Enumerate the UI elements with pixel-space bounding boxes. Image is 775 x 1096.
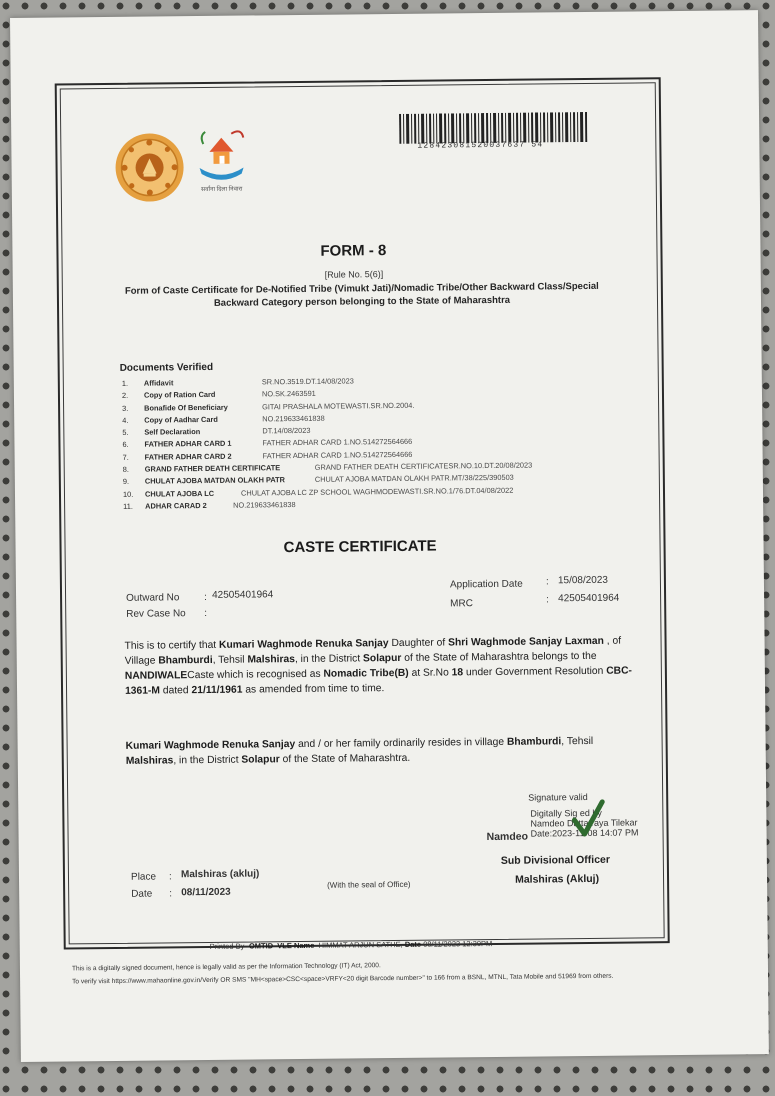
tehsil: Malshiras [125,755,174,767]
barcode-number: 128423081520037637 54 [417,140,544,151]
doc-number: 8. [122,464,129,474]
doc-name: CHULAT AJOBA LC [144,488,215,499]
colon: : [545,576,549,588]
text: This is to certify that [124,639,220,652]
outward-no-value: 42505401964 [212,589,274,601]
text: Daughter of [388,637,449,650]
doc-name: GRAND FATHER DEATH CERTIFICATE [144,463,281,474]
doc-number: 11. [123,501,133,511]
district: Solapur [362,652,402,665]
doc-number: 1. [121,378,129,388]
signature-line: Digitally Sig ed by [530,807,602,819]
doc-detail: SR.NO.3519.DT.14/08/2023 [261,376,354,387]
serial-number: 18 [451,667,464,679]
applicant-name: Kumari Waghmode Renuka Sanjay [125,739,296,752]
house-hands-logo-icon [191,125,252,184]
rev-case-label: Rev Case No [126,608,186,620]
certificate-paper [10,10,769,1062]
colon: : [546,594,549,606]
text: under Government Resolution [463,665,607,679]
doc-number: 4. [122,415,129,425]
signature-valid: Signature valid [528,791,588,803]
vle-value: HIMMAT ARJUN SATHE, [318,939,403,950]
doc-name: Copy of Aadhar Card [144,414,218,425]
officer-designation: Sub Divisional Officer [500,853,611,867]
rule-number: [Rule No. 5(6)] [324,269,384,280]
text: , Tehsil [561,735,594,748]
doc-detail: NO.219633461838 [262,413,325,424]
form-description: Form of Caste Certificate for De-Notified Tribe (Vimukt Jati)/Nomadic Tribe/Other Backward Class/Special Backward Category person belonging to the State of Maharashtra [124,280,599,309]
doc-number: 7. [122,452,129,462]
mrc-label: MRC [450,598,473,610]
doc-detail: CHULAT AJOBA LC ZP SCHOOL WAGHMODEWASTI.SR.NO.1/76.DT.04/08/2022 [240,485,514,498]
place-label: Place [130,871,157,883]
doc-detail: NO.219633461838 [233,500,296,510]
doc-name: FATHER ADHAR CARD 1 [144,439,232,450]
seal-note: (With the seal of Office) [327,879,411,890]
doc-name: Copy of Ration Card [143,390,216,400]
logo-caption: सर्वांना दिला निवारा [201,186,243,194]
colon: : [204,591,207,603]
officer-office: Malshiras (Akluj) [514,872,600,886]
doc-number: 10. [122,489,134,499]
doc-number: 6. [122,440,129,450]
text: , of Village [124,635,622,667]
doc-name: Self Declaration [144,427,201,437]
documents-list [122,374,623,514]
mrc-value: 42505401964 [558,592,620,605]
signature-name: Namdeo Dattatraya Tilekar [530,817,638,829]
text: , in the District [294,653,364,666]
signature-date: Date:2023-11-08 14:07 PM [530,827,639,839]
doc-name: Affidavit [143,378,174,388]
date-label: Date [131,888,153,900]
colon: : [204,607,208,619]
signer-name-prefix: Namdeo [486,830,529,844]
text: , Tehsil [212,654,248,666]
district: Solapur [241,754,280,766]
barcode-icon[interactable] [399,112,587,144]
text: as amended from time to time. [242,683,385,696]
date-value: 08/11/2023 [181,886,231,899]
application-date-label: Application Date [449,578,523,591]
doc-number: 3. [122,403,129,413]
text: , in the District [173,754,242,767]
tehsil: Malshiras [247,654,295,666]
scheme-logo [191,125,252,210]
documents-verified-heading: Documents Verified [119,361,214,374]
residence-paragraph [126,733,640,768]
doc-number: 5. [122,427,129,438]
village: Bhamburdi [506,736,562,748]
doc-detail: CHULAT AJOBA MATDAN OLAKH PATR.MT/38/225/390503 [314,473,514,485]
outward-no-label: Outward No [126,592,180,604]
legal-note [72,956,732,988]
caste-name: NANDIWALE [124,670,188,682]
form-title: FORM - 8 [320,242,387,260]
doc-number: 9. [122,477,130,487]
doc-name: Bonafide Of Beneficiary [144,402,228,413]
text: and / or her family ordinarily resides in village [295,736,507,751]
doc-detail: DT.14/08/2023 [262,426,311,436]
doc-detail: GITAI PRASHALA MOTEWASTI.SR.NO.2004. [262,400,415,411]
text: of the State of Maharashtra. [279,752,411,766]
printed-date-value: 08/11/2023 12:30PM [423,939,493,949]
printed-by-label: Printed By - [209,941,249,951]
legal-line-1: This is a digitally signed document, hence is legally valid as per the Information Technology (IT) Act, 2000. [71,962,381,973]
doc-name: FATHER ADHAR CARD 2 [144,451,232,462]
doc-detail: FATHER ADHAR CARD 1.NO.514272564666 [262,437,413,448]
village: Bhamburdi [158,654,213,667]
colon: : [169,888,173,900]
place-value: Malshiras (akluj) [180,868,260,881]
application-date-value: 15/08/2023 [557,574,609,587]
text: Caste which is recognised as [187,668,324,682]
caste-category: Nomadic Tribe(B) [323,667,409,680]
text: dated [159,685,192,697]
resolution-date: 21/11/1961 [191,684,243,697]
vle-label: VLE Name [277,940,315,951]
father-name: Shri Waghmode Sanjay Laxman [448,635,604,649]
certification-paragraph [125,633,640,698]
doc-detail: GRAND FATHER DEATH CERTIFICATESR.NO.10.DT.20/08/2023 [314,460,533,472]
signature-check-icon [570,798,606,840]
legal-line-2: To verify visit https://www.mahaonline.gov.in/Verify OR SMS "MH<space>CSC<space>VRFY<20 digit Barcode number>" to 166 from a BSNL, MTNL, Tata Mobile and 51969 from others. [72,972,614,985]
maharashtra-seal-icon [114,132,185,203]
government-resolution: CBC-1361-M [124,665,633,697]
doc-detail: FATHER ADHAR CARD 1.NO.514272564666 [262,449,413,461]
applicant-name: Kumari Waghmode Renuka Sanjay [218,638,389,651]
colon: : [168,871,172,883]
printed-date-label: Date [404,939,422,949]
text: at Sr.No [408,667,452,679]
printed-by-line [210,939,493,951]
printed-by-value: OMTID [248,941,274,951]
text: of the State of Maharashtra belongs to the [401,650,597,664]
doc-name: ADHAR CARAD 2 [145,500,207,511]
doc-number: 2. [121,391,129,401]
doc-name: CHULAT AJOBA MATDAN OLAKH PATR [144,475,286,486]
doc-detail: NO.SK.2463591 [261,389,316,399]
caste-certificate-title: CASTE CERTIFICATE [283,537,437,557]
